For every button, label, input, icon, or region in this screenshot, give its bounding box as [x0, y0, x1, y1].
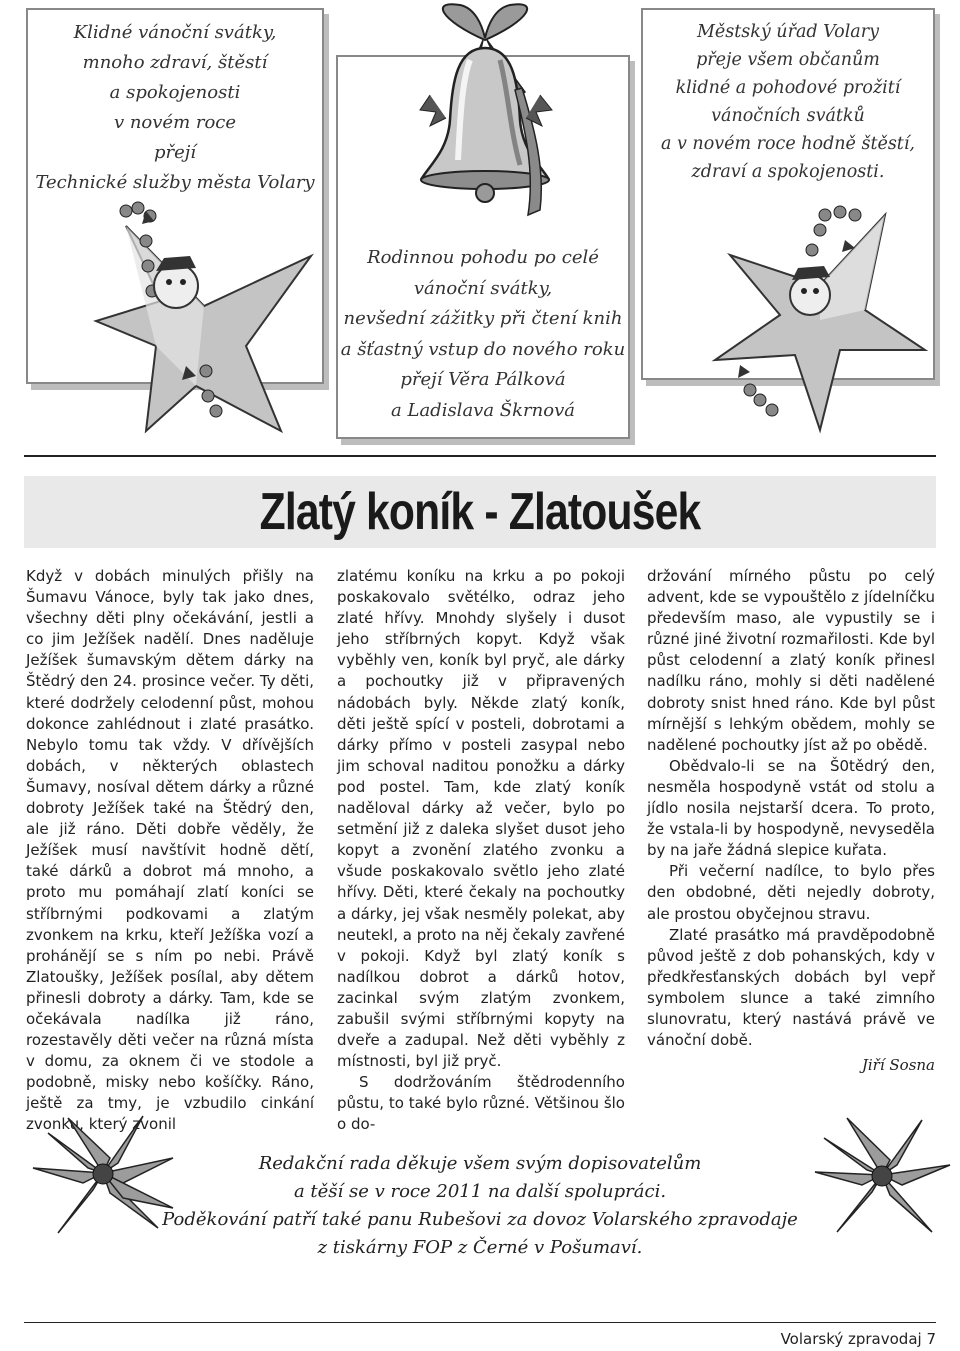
- section-divider: [24, 455, 936, 457]
- greeting-line: Rodinnou pohodu po celé: [367, 247, 599, 268]
- christmas-star-icon: [700, 200, 940, 435]
- article-column-3: [647, 566, 935, 1076]
- greeting-line: vánočních svátků: [711, 106, 865, 126]
- article-column-2: [337, 566, 625, 1136]
- greeting-line: zdraví a spokojenosti.: [691, 162, 885, 182]
- greeting-line: vánoční svátky,: [413, 277, 553, 299]
- poinsettia-icon: [812, 1110, 952, 1240]
- greeting-line: mnoho zdraví, štěstí: [82, 52, 268, 73]
- greeting-line: přejí Věra Pálková: [400, 369, 566, 390]
- greeting-line: a Ladislava Škrnová: [391, 399, 575, 421]
- greeting-line: a spokojenosti: [109, 82, 241, 103]
- bell-icon: [400, 0, 570, 225]
- thanks-line: z tiskárny FOP z Černé v Pošumaví.: [317, 1237, 643, 1258]
- article-column-1: [26, 566, 314, 1136]
- greeting-line: Městský úřad Volary: [696, 22, 879, 42]
- article-paragraph: S dodržováním štědrodenního půstu, to také bylo různé. Většinou šlo o do-: [337, 1073, 625, 1134]
- greeting-line: nevšední zážitky při čtení knih: [343, 308, 623, 329]
- article-paragraph: Obědvalo-li se na Š0tědrý den, nesměla hospodyně vstát od stolu a jídlo nosila nejstarší dcera. To proto, že vstala-li by hospodyně, nevyseděla by na jaře žádná slepice kuřata.: [647, 756, 935, 860]
- footer-divider: [24, 1322, 936, 1323]
- christmas-star-icon: [86, 196, 326, 446]
- article-paragraph: držování mírného půstu po celý advent, kde se vypouštělo z jídelníčku především maso, ale vypustily se i různé jiné životní rozmařilosti. Kde byl půst celodenní a zlatý koník přinesl nadílku ráno, mohly si děti nadělené dobroty snist hned ráno. Kde byl půst mírnější s lehkým obědem, mohly se nadělené pochoutky jíst až po obědě.: [647, 567, 935, 754]
- greeting-line: a v novém roce hodně štěstí,: [660, 134, 915, 154]
- thanks-line: Poděkování patří také panu Rubešovi za dovoz Volarského zpravodaje: [162, 1209, 798, 1230]
- article-paragraph: Při večerní nadílce, to bylo přes den obdobné, děti nejedly dobroty, ale prostou obyčejnou stravu.: [647, 862, 935, 923]
- thanks-note: [140, 1150, 820, 1262]
- article-paragraph: Když v dobách minulých přišly na Šumavu Vánoce, byly tak jako dnes, všechny děti plny očekávání, jestli a co jim Ježíšek nadělí. Dnes naděluje Ježíšek šumavským dětem dárky na Štědrý den 24. prosince večer. Ty děti, které dodržely celodenní půst, mohou dokonce zahlédnout i zlaté prasátko. Nebylo tomu tak vždy. V dřívějších dobách, v některých oblastech Šumavy, nosíval dětem dárky a různé dobroty Ježíšek také na Štědrý den, ale již ráno. Děti dobře věděly, že Ježíšek musí navštívit hodně dětí, také dárků a dobrot má mnoho, a proto mu pomáhají zlatí koníci se stříbrnými podkovami a zlatým zvonkem na krku, kteří Ježíška vozí a prohánějí se s ním po nebi. Právě Zlatoušky, Ježíšek posílal, aby dětem přinesli dobroty a dárky. Tam, kde se očekávala nadílka již ráno, rozestavěly děti večer na různá místa v domu, za oknem či ve stodole a podobně, misky nebo košíčky. Ráno, ještě za tmy, je vzbudilo cinkání zvonku, který zvonil: [26, 567, 314, 1134]
- greeting-line: v novém roce: [113, 112, 237, 133]
- article-author: Jiří Sosna: [861, 1056, 935, 1075]
- greeting-line: přeje všem občanům: [696, 50, 880, 70]
- article-paragraph: zlatému koníku na krku a po pokoji poskakovalo světélko, odraz jeho zlaté hřívy. Mnohdy slyšely i dusot jeho stříbrných kopyt. Když však vyběhly ven, koník byl pryč, ale dárky a pochoutky již v připravených nádobách byly. Někde zlatý koník, děti ještě spící v posteli, dobrotami a dárky přímo v posteli zasypal nebo jim schoval naditou ponožku a dárky pod postel. Tam, kde zlatý koník naděloval dárky až večer, bylo po setmění již z daleka slyšet dusot jeho kopyt a zvonění zlatého zvonku a všude poskakovalo světlo jeho zlaté hřívy. Děti, které čekaly na pochoutky a dárky, jej však nesměly polekat, aby neutekl, a proto na něj čekaly zavřené v pokoji. Když byl zlatý koník s nadílkou dobrot a dárků hotov, zacinkal svým zlatým zvonkem, zabušil svými stříbrnými kopyty na dveře a zadupal. Než děti vyběhly z místnosti, byl již pryč.: [337, 567, 625, 1071]
- article-title: Zlatý koník - Zlatoušek: [259, 483, 701, 541]
- greeting-text: [643, 18, 933, 186]
- greeting-text: [28, 18, 322, 198]
- thanks-line: a těší se v roce 2011 na další spolupráci.: [293, 1181, 667, 1202]
- greeting-line: Klidné vánoční svátky,: [73, 22, 277, 43]
- greeting-line: přejí: [153, 142, 197, 163]
- page-footer: Volarský zpravodaj 7: [780, 1330, 936, 1348]
- greeting-line: a šťastný vstup do nového roku: [340, 338, 626, 360]
- greeting-line: Technické služby města Volary: [35, 172, 315, 193]
- greeting-line: klidné a pohodové prožití: [675, 78, 901, 98]
- thanks-line: Redakční rada děkuje všem svým dopisovatelům: [258, 1153, 702, 1174]
- greeting-text: [338, 243, 628, 426]
- article-paragraph: Zlaté prasátko má pravděpodobně původ ještě z dob pohanských, kdy v předkřesťanských dobách byl vepř symbolem slunce a také zimního slunovratu, který nastává právě ve vánoční době.: [647, 925, 935, 1050]
